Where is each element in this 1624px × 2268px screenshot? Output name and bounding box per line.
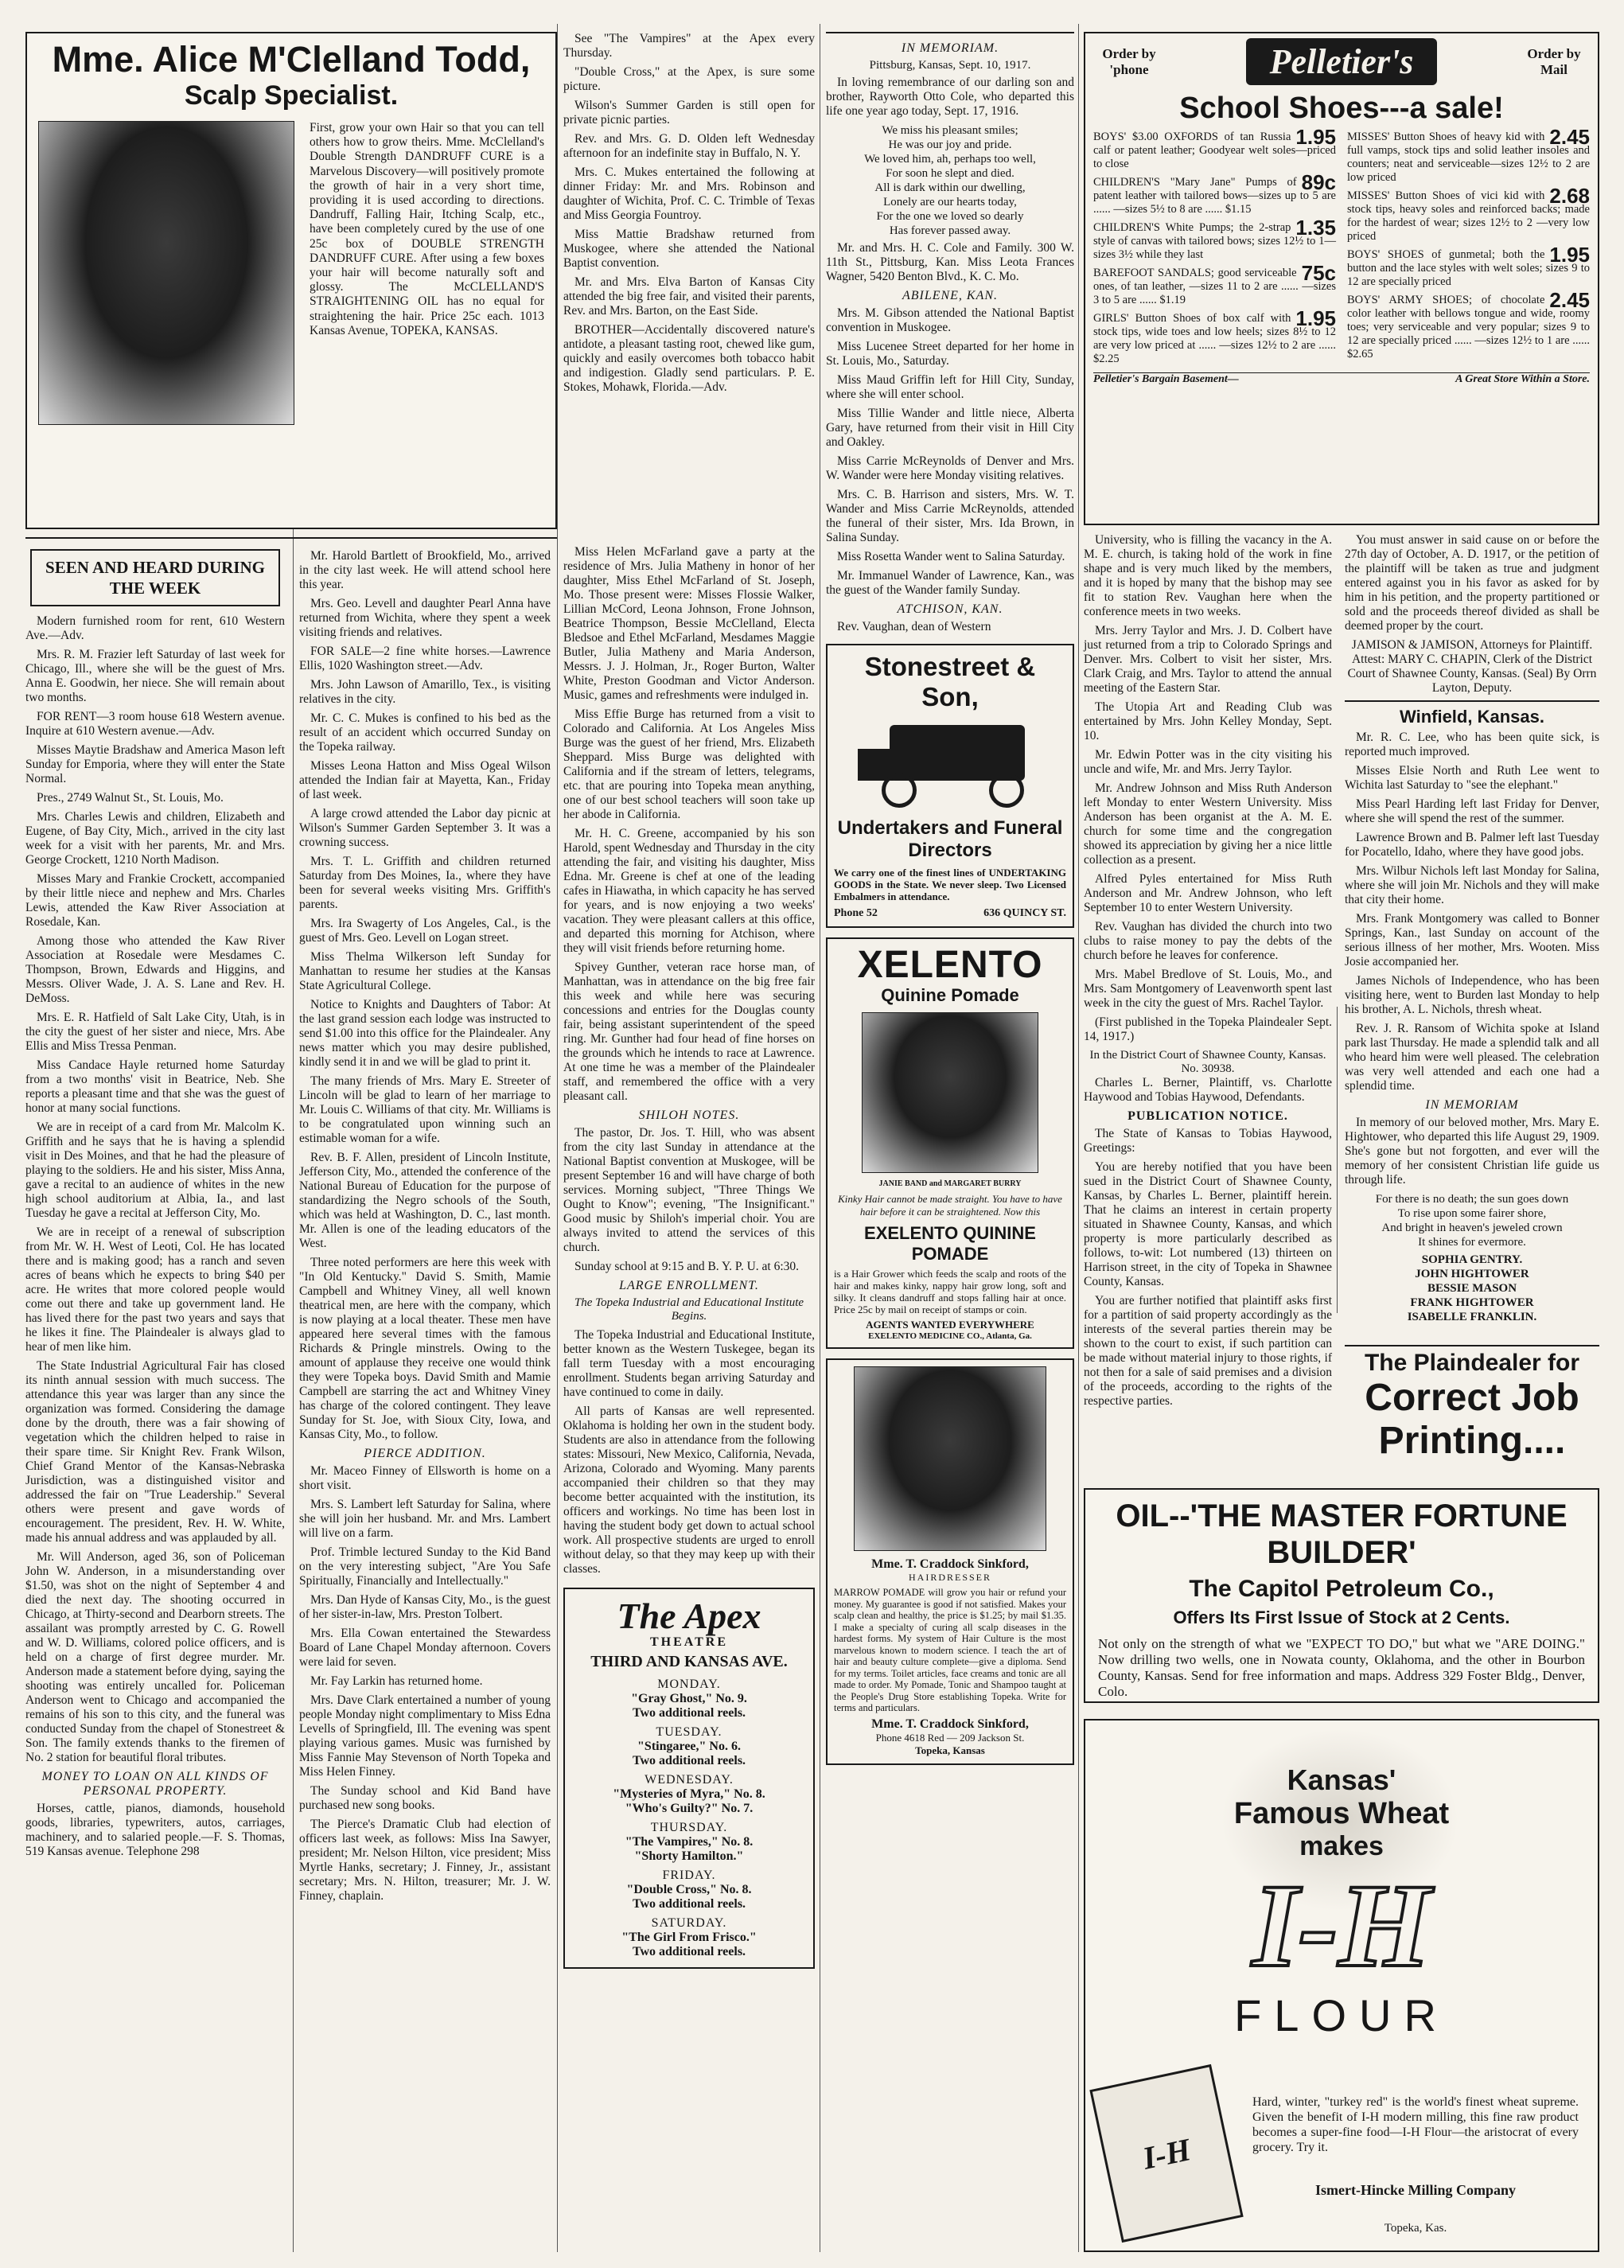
news-item: Mrs. S. Lambert left Saturday for Salina, where she will join her husband. Mr. and Mrs. Lambert will live on a farm.	[299, 1498, 551, 1540]
shoe-description: MISSES' Button Shoes of heavy kid with full vamps, stock tips and solid leather insoles and counters; neat and serviceable—sizes 12½ to 2 are low priced	[1347, 131, 1590, 184]
column-five-right	[1345, 533, 1599, 1337]
news-item: Mr. C. C. Mukes is confined to his bed as the result of an accident which occurred Sunday on the Topeka railway.	[299, 711, 551, 754]
sinkford-footer: Mme. T. Craddock Sinkford,	[871, 1717, 1029, 1731]
column-rule	[557, 24, 558, 2252]
sinkford-portrait	[854, 1366, 1046, 1551]
apex-address: THIRD AND KANSAS AVE.	[590, 1653, 788, 1670]
news-item: Modern furnished room for rent, 610 Western Ave.—Adv.	[25, 614, 285, 642]
legal-items	[1084, 1127, 1332, 1409]
news-item: Mr. Immanuel Wander of Lawrence, Kan., was the guest of the Wander family Sunday.	[826, 569, 1074, 597]
xelento-maker: EXELENTO MEDICINE CO., Atlanta, Ga.	[868, 1331, 1032, 1341]
news-item: Mr. Harold Bartlett of Brookfield, Mo., arrived in the city last week. He will attend school here this year.	[299, 549, 551, 591]
legal-continued	[1345, 533, 1599, 633]
news-item: Among those who attended the Kaw River Association at Rosedale were Mesdames C. Thompson, Brown, Edwards and Higgins, and Messrs. Oliver Wade, J. A. S. Lane and Rev. H. DeMoss.	[25, 934, 285, 1005]
news-item: Pres., 2749 Walnut St., St. Louis, Mo.	[37, 791, 224, 805]
news-item: Misses Elsie North and Ruth Lee went to Wichita last Saturday to "see the elephant."	[1345, 764, 1599, 792]
apex-feature: "Who's Guilty?" No. 7.	[625, 1802, 754, 1815]
memoriam-one-intro: In loving remembrance of our darling son and brother, Rayworth Otto Cole, who departed this life one year ago today, Sept. 17, 1916.	[826, 76, 1074, 118]
memoriam-one	[826, 32, 1074, 284]
pelletier-headline: School Shoes---a sale!	[1179, 92, 1504, 125]
news-item: Mr. Fay Larkin has returned home.	[310, 1674, 483, 1688]
news-item: Mrs. Wilbur Nichols left last Monday for Salina, where she will join Mr. Nichols and they will make that city their home.	[1345, 864, 1599, 906]
sinkford-name: Mme. T. Craddock Sinkford,	[871, 1557, 1029, 1571]
news-item: Mr. R. C. Lee, who has been quite sick, is reported much improved.	[1345, 731, 1599, 758]
news-item: Miss Thelma Wilkerson left Sunday for Manhattan to resume her studies at the Kansas State Agricultural College.	[299, 950, 551, 992]
news-item: Mrs. C. Mukes entertained the following at dinner Friday: Mr. and Mrs. Robinson and daughter of Wichita, Prof. C. C. Trimble of Texas and Miss Georgia Fountroy.	[563, 166, 815, 222]
memoriam-one-sign: Mr. and Mrs. H. C. Cole and Family. 300 W. 11th St., Pittsburg, Kan. Miss Leota Frances Wagner, 5420 Benton Blvd., K. C. Mo.	[826, 241, 1074, 283]
shoe-listing	[1347, 243, 1590, 289]
column-rule	[1078, 24, 1079, 2252]
abilene-heading: ABILENE, KAN.	[902, 289, 999, 302]
shoe-description: CHILDREN'S "Mary Jane" Pumps of patent leather with tailored bows—sizes up to 5 are ...... —sizes 5½ to 8 are ...... $1.15	[1093, 176, 1336, 216]
shoe-price: 1.95	[1295, 306, 1336, 330]
winfield-items	[1345, 731, 1599, 1093]
apex-feature: "Gray Ghost," No. 9.	[631, 1692, 747, 1705]
pelletier-foot-right: A Great Store Within a Store.	[1455, 373, 1590, 385]
news-item: The pastor, Dr. Jos. T. Hill, who was absent from the city last Sunday in attendance at the National Baptist convention at Muskogee, will be present September 16 and will have charge of both services. Morning subject, "Three Things We Ought to Know"; evening, "The Insignificant." Good music by Shiloh's imperial choir. You are always invited to attend the services of this church.	[563, 1126, 815, 1254]
todd-body: First, grow your own Hair so that you can tell others how to grow theirs. Mme. McClelland's Double Strength DANDRUFF CURE is a Marvelous Discovery—will positively promote the growth of hair in a very short time, providing it is used according to directions. Dandruff, Falling Hair, Itching Scalp, etc., have been completely cured by the use of one 25c box of DOUBLE STRENGTH DANDRUFF CURE. After using a few boxes your hair will become naturally soft and glossy. The McCLELLAND'S STRAIGHTENING OIL has no equal for straightening the hair. Price 25c each. 1013 Kansas Avenue, TOPEKA, KANSAS.	[310, 121, 544, 337]
news-item: The many friends of Mrs. Mary E. Streeter of Lincoln will be glad to learn of her marriage to Mr. Louis C. Williams of that city. Mr. Williams is to be congratulated upon winning such an estimable woman for a wife.	[299, 1074, 551, 1145]
shoe-description: BOYS' ARMY SHOES; of chocolate color leather with bellows tongue and wide, roomy toes; very serviceable and very popular; sizes 9 to 12 are specially priced ...... —sizes 12½ to 1 are ...... $2.65	[1347, 294, 1590, 360]
oil-title: OIL--'THE MASTER FORTUNE BUILDER'	[1116, 1498, 1568, 1570]
news-item: The Topeka Industrial and Educational Institute, better known as the Western Tuskegee, began its fall term Tuesday with a most encouraging enrollment. Students began arriving Saturday and have continued to come in daily.	[563, 1328, 815, 1399]
order-by-mail: Order by Mail	[1527, 45, 1581, 77]
sinkford-city: Topeka, Kansas	[915, 1744, 985, 1756]
news-item: "Double Cross," at the Apex, is sure some picture.	[563, 65, 815, 93]
column-four	[826, 32, 1074, 2252]
news-item: Mrs. R. M. Frazier left Saturday of last week for Chicago, Ill., where she will be the guest of Mrs. Anna E. Goodwin, her niece. She will remain about two months.	[25, 648, 285, 704]
shoe-price: 2.45	[1549, 125, 1590, 149]
news-item: Spivey Gunther, veteran race horse man, of Manhattan, was in attendance on the big free fair this week and while here was securing concessions and entries for the Douglas county fair, being assistant superintendent of the speed ring. Mr. Gunther had four head of fine horses on the grounds which he intends to race at Lawrence. At one time he was a member of the Plaindealer staff, and remembered the office with a very pleasant call.	[563, 961, 815, 1103]
atchison-heading: ATCHISON, KAN.	[897, 602, 1003, 616]
shoe-price: 1.95	[1549, 243, 1590, 267]
flour-word: FLOUR	[1234, 1990, 1449, 2040]
apex-feature: Two additional reels.	[632, 1897, 746, 1911]
news-item: Mrs. M. Gibson attended the National Baptist convention in Muskogee.	[826, 306, 1074, 334]
xelento-ad	[826, 937, 1074, 1349]
news-item: Miss Mattie Bradshaw returned from Muskogee, where she attended the National Baptist convention.	[563, 228, 815, 270]
news-item: Rev. B. F. Allen, president of Lincoln Institute, Jefferson City, Mo., attended the conference of the National Bureau of Education for the purpose of standardizing the Negro schools of the South, which was held at Washington, D. C., last month. Mr. Allen is one of the leading educators of the West.	[299, 1151, 551, 1250]
vaughan-items	[1084, 533, 1332, 1011]
shoe-listing	[1093, 306, 1336, 366]
news-item: Mrs. Ella Cowan entertained the Stewardess Board of Lane Chapel Monday afternoon. Covers were laid for seven.	[299, 1627, 551, 1669]
xelento-body: is a Hair Grower which feeds the scalp and roots of the hair and makes kinky, nappy hair grow long, soft and silky. It cleans dandruff and stops falling hair at once. Price 25c by mail on receipt of stamps or coin.	[834, 1268, 1066, 1315]
pierce-items	[299, 1464, 551, 1904]
news-item: Rev. and Mrs. G. D. Olden left Wednesday afternoon for an indefinite stay in Buffalo, N. Y.	[563, 132, 815, 160]
flour-line2: Famous Wheat	[1233, 1797, 1450, 1830]
memoriam-one-poem: We miss his pleasant smiles; He was our joy and pride. We loved him, ah, perhaps too well, For soon he slept and died. All is dark within our dwelling, Lonely are our hearts today, For the one we loved so dearly Has forever passed away.	[864, 124, 1036, 237]
news-item: Mr. H. C. Greene, accompanied by his son Harold, spent Wednesday and Thursday in the city attending the fair, and visiting his daughter, Miss Edna. Mr. Greene is chef at one of the leading cafes in Hiawatha, in which capacity he has served for years, and is now enjoying a two weeks' vacation. They were pleasant callers at this office, and departed this morning for Atchison, where they will visit friends before returning home.	[563, 827, 815, 955]
shoe-listing	[1347, 184, 1590, 244]
news-item: Miss Pearl Harding left last Friday for Denver, where she will spend the rest of the summer.	[1345, 797, 1599, 825]
news-item: Lawrence Brown and B. Palmer left last Tuesday for Pocatello, Idaho, where they have good jobs.	[1345, 831, 1599, 859]
column-rule	[293, 318, 294, 2252]
legal-paragraph: You must answer in said cause on or before the 27th day of October, A. D. 1917, or the petition of the plaintiff will be taken as true and judgment entered against you in his favor as asked for by him in his petition, and the property partitioned or sold and the proceeds thereof divided as shall be deemed proper by the court.	[1345, 533, 1599, 633]
stonestreet-sub: Undertakers and Funeral Directors	[837, 817, 1063, 861]
news-item: BROTHER—Accidentally discovered nature's antidote, a pleasant tasting root, chewed like gum, quickly and easily overcomes both tobacco habit and indigestion. Gladly send particulars. P. E. Stokes, Mohawk, Florida.—Adv.	[563, 323, 815, 394]
column-two-top	[563, 32, 815, 541]
plaindealer-line1: The Plaindealer for	[1364, 1350, 1580, 1376]
pelletier-right-list	[1347, 125, 1590, 371]
abilene-items	[826, 306, 1074, 598]
shoe-description: BOYS' $3.00 OXFORDS of tan Russia calf or patent leather; Goodyear welt soles—priced to close	[1093, 131, 1336, 170]
apex-feature: "The Vampires," No. 8.	[625, 1835, 754, 1849]
sinkford-phone: Phone 4618 Red — 209 Jackson St.	[875, 1731, 1025, 1744]
shiloh-items	[563, 1126, 815, 1274]
news-item: Miss Carrie McReynolds of Denver and Mrs. W. Wander were here Monday visiting relatives.	[826, 454, 1074, 482]
column-three	[563, 545, 815, 2252]
xelento-caption: JANIE BAND and MARGARET BURRY	[878, 1179, 1022, 1188]
local-items-continued	[563, 545, 815, 1104]
enrollment-heading: LARGE ENROLLMENT.	[619, 1279, 759, 1292]
news-item: Sunday school at 9:15 and B. Y. P. U. at 6:30.	[574, 1260, 800, 1273]
shoe-listing	[1093, 170, 1336, 216]
section-rule	[25, 537, 557, 539]
news-item: Mr. Will Anderson, aged 36, son of Policeman John W. Anderson, in a misunderstanding over $1.50, was shot on the night of September 4 and died the next day. The shooting occurred in Chicago, at Thirty-second and Dearborn streets. The assailant was promptly arrested by C. G. Rowell and W. D. Williams, colored police officers, and is held on a charge of first degree murder. Mr. Anderson made a statement before dying, saying the shooting was entirely uncalled for. Policeman Anderson went to Chicago and accompanied the remains of his son to this city, and the funeral was conducted Sunday from the chapel of Stonestreet & Son. The family extends thanks to the firemen of No. 2 station for beautiful floral tributes.	[25, 1550, 285, 1764]
news-item: Mrs. C. B. Harrison and sisters, Mrs. W. T. Wander and Miss Carrie McReynolds, attended the funeral of their sister, Mrs. Ida Brown, in Salina Sunday.	[826, 488, 1074, 544]
news-item: Mr. and Mrs. Elva Barton of Kansas City attended the big free fair, and visited their parents, Rev. and Mrs. Barton, on the East Side.	[563, 275, 815, 318]
shoe-listing	[1093, 125, 1336, 171]
news-item: Miss Effie Burge has returned from a visit to Colorado and California. At Los Angeles Miss Burge was the guest of her friend, Mrs. Elizabeth Sheppard. Miss Burge was delighted with California and if the stream of letters, telegrams, etc. that are pouring into Topeka mean anything, one of our best school teachers will soon take up her abode in California.	[563, 707, 815, 821]
flour-ad	[1084, 1719, 1599, 2252]
todd-portrait	[38, 121, 294, 425]
news-item: Mrs. Mabel Bredlove of St. Louis, Mo., and Mrs. Sam Montgomery of Leavenworth spent last week in the city the guest of Mrs. Rachel Taylor.	[1084, 968, 1332, 1010]
news-item: Mrs. Geo. Levell and daughter Pearl Anna have returned from Wichita, where they spent a week visiting friends and relatives.	[299, 597, 551, 639]
apex-feature: "Shorty Hamilton."	[634, 1849, 744, 1863]
apex-schedule	[573, 1678, 805, 1959]
news-item: Mrs. Jerry Taylor and Mrs. J. D. Colbert have just returned from a trip to Colorado Springs and Denver. Mrs. Colbert to visit her sister, Mrs. Clark Craig, and Mrs. Taylor to attend the annual meeting of the Eastern Star.	[1084, 624, 1332, 695]
flour-line3: makes	[1299, 1831, 1384, 1861]
pelletier-foot-left: Pelletier's Bargain Basement—	[1093, 373, 1239, 385]
oil-company: The Capitol Petroleum Co.,	[1189, 1576, 1494, 1602]
news-item: Misses Mary and Frankie Crockett, accompanied by their little niece and nephew and Mrs. Charles Lewis, attended the Kaw River Association at Rosedale, Kan.	[25, 872, 285, 929]
oil-ad	[1084, 1488, 1599, 1703]
shoe-description: BAREFOOT SANDALS; good serviceable ones, of tan leather, —sizes 11 to 2 are ...... —sizes 3 to 5 are ...... $1.19	[1093, 267, 1336, 306]
money-heading: MONEY TO LOAN ON ALL KINDS OF PERSONAL PROPERTY.	[41, 1770, 269, 1798]
pelletier-left-list	[1093, 125, 1336, 371]
news-item: Mr. Maceo Finney of Ellsworth is home on a short visit.	[299, 1464, 551, 1492]
news-item: FOR SALE—2 fine white horses.—Lawrence Ellis, 1020 Washington street.—Adv.	[299, 645, 551, 672]
news-item: Miss Rosetta Wander went to Salina Saturday.	[837, 550, 1065, 563]
legal-paragraph: The State of Kansas to Tobias Haywood, Greetings:	[1084, 1127, 1332, 1155]
local-items	[563, 32, 815, 395]
apex-feature: "Double Cross," No. 8.	[626, 1883, 752, 1896]
shoe-price: 2.45	[1549, 288, 1590, 312]
news-item: Misses Maytie Bradshaw and America Mason left Sunday for Emporia, where they will enter the State Normal.	[25, 743, 285, 785]
apex-day: WEDNESDAY.	[645, 1773, 734, 1787]
stonestreet-title: Stonestreet & Son,	[864, 652, 1036, 711]
sinkford-body: MARROW POMADE will grow you hair or refund your money. My guarantee is good if not satisfied. Makes your scalp clean and healthy, the price is $1.25; by mail $1.35. I make a specialty of curing all scalp diseases in the hardest forms. My system of Hair Culture is the most marvelous known to modern science. I teach the art of hair and beauty culture complete—give a diploma. Send for my terms. Toilet articles, face creams and tonic are all made to order. My Pomade, Tonic and Shampoo taught at the People's Drug Store establishing Topeka. Write for terms and particulars.	[834, 1587, 1066, 1713]
apex-feature: Two additional reels.	[632, 1706, 746, 1720]
legal-heading: PUBLICATION NOTICE.	[1127, 1109, 1288, 1123]
news-item: Mrs. Dan Hyde of Kansas City, Mo., is the guest of her sister-in-law, Mrs. Preston Tolbert.	[299, 1593, 551, 1621]
atchison-items	[826, 620, 1074, 634]
hearse-illustration	[850, 717, 1050, 813]
sinkford-ad	[826, 1358, 1074, 1765]
todd-title: Mme. Alice M'Clelland Todd,	[52, 39, 531, 80]
shoe-listing	[1093, 216, 1336, 262]
column-rule	[1337, 1007, 1338, 1313]
apex-feature: "Stingaree," No. 6.	[637, 1740, 741, 1753]
memoriam-one-place: Pittsburg, Kansas, Sept. 10, 1917.	[869, 59, 1031, 72]
xelento-brand: EXELENTO QUININE POMADE	[864, 1223, 1036, 1264]
sinkford-role: HAIRDRESSER	[908, 1572, 991, 1583]
flour-sack	[1089, 2064, 1243, 2243]
shoe-description: CHILDREN'S White Pumps; the 2-strap style of canvas with tailored bows; sizes 12½ to 1—sizes 3½ while they last	[1093, 221, 1336, 261]
flour-city: Topeka, Kas.	[1384, 2222, 1447, 2235]
plaindealer-line3: Printing....	[1378, 1420, 1566, 1462]
xelento-lead: Kinky Hair cannot be made straight. You have to have hair before it can be straightened. Now this	[838, 1193, 1062, 1218]
news-item: Miss Tillie Wander and little niece, Alberta Gary, have returned from their visit in Hill City and Oakley.	[826, 407, 1074, 449]
bartlett-items	[299, 549, 551, 1442]
stonestreet-address: 636 QUINCY ST.	[983, 907, 1066, 919]
stonestreet-body: We carry one of the finest lines of UNDERTAKING GOODS in the State. We never sleep. Two Licensed Embalmers in attendance.	[834, 867, 1066, 902]
shoe-price: 2.68	[1549, 184, 1590, 208]
news-item: Mrs. John Lawson of Amarillo, Tex., is visiting relatives in the city.	[299, 678, 551, 706]
apex-feature: "The Girl From Frisco."	[621, 1931, 757, 1944]
todd-ad	[25, 32, 557, 529]
oil-body: Not only on the strength of what we "EXPECT TO DO," but what we "ARE DOING." Now drilling two wells, one in Nowata county, Oklahoma, and the other in Bourbon County, Kansas. Send for free information and maps. Address 329 Foster Bldg., Denver, Colo.	[1098, 1636, 1585, 1699]
news-item: The Pierce's Dramatic Club had election of officers last week, as follows: Miss Ina Sawyer, president; Mr. Nelson Hilton, vice president; Miss Myrtle Hanks, secretary; J. Finney, Jr., assistant secretary; Mrs. N. Hilton, treasurer; Mr. J. W. Finney, chaplain.	[299, 1818, 551, 1903]
stonestreet-phone: Phone 52	[834, 907, 878, 919]
flour-company: Ismert-Hincke Milling Company	[1315, 2182, 1516, 2198]
memoriam-two-sign: SOPHIA GENTRY. JOHN HIGHTOWER BESSIE MASON FRANK HIGHTOWER ISABELLE FRANKLIN.	[1407, 1253, 1537, 1323]
news-item: Prof. Trimble lectured Sunday to the Kid Band on the very interesting subject, "Are You Safe Spiritually, Financially and Intellectually."	[299, 1545, 551, 1588]
news-item: The Sunday school and Kid Band have purchased new song books.	[299, 1784, 551, 1812]
news-item: The State Industrial Agricultural Fair has closed its ninth annual session with much success. The attendance this year was larger than any since the organization was formed. Considering the damage done by the drouth, there was a fair showing of vegetation which the children helped to raise in their spare time. Sir Knight Rev. Frank Wilson, Chief Grand Mentor of the Kansas-Nebraska Jurisdiction, was a distinguished visitor and addressed the fair on "True Leadership." Several others were present and gave words of encouragement. The president, Rev. H. W. White, made his annual address and was applauded by all.	[25, 1359, 285, 1545]
news-item: Mrs. T. L. Griffith and children returned Saturday from Des Moines, Ia., where they have been for several weeks visiting Mrs. Griffith's parents.	[299, 855, 551, 911]
apex-theatre: THEATRE	[649, 1635, 729, 1649]
apex-day: SATURDAY.	[651, 1916, 727, 1930]
stonestreet-ad	[826, 644, 1074, 928]
shoe-listing	[1347, 288, 1590, 361]
legal-court: In the District Court of Shawnee County, Kansas.	[1089, 1049, 1326, 1062]
legal-sign: JAMISON & JAMISON, Attorneys for Plaintiff. Attest: MARY C. CHAPIN, Clerk of the District Court of Shawnee County, Kansas. (Seal) By Orrn Layton, Deputy.	[1347, 638, 1597, 695]
seen-heard-column	[25, 549, 285, 2252]
shoe-price: 1.95	[1295, 125, 1336, 149]
shoe-price: 1.35	[1295, 216, 1336, 240]
legal-no: No. 30938.	[1181, 1062, 1235, 1075]
legal-paragraph: You are hereby notified that you have been sued in the District Court of Shawnee County, Kansas, by Charles L. Berner, plaintiff herein. That he claims an interest in certain property situated in Shawnee County, Kansas, and which property is more particularly described as follows, to-wit: Lot numbered (13) thirteen on Harrison street, in the city of Topeka in Shawnee County, Kansas.	[1084, 1160, 1332, 1288]
apex-logo: The Apex	[617, 1596, 761, 1636]
pelletier-logo: Pelletier's	[1246, 38, 1438, 85]
flour-body: Hard, winter, "turkey red" is the world's finest wheat supreme. Given the benefit of I-H modern milling, this fine raw product becomes a super-fine food—I-H Flour—the aristocrat of every grocery. Try it.	[1252, 2095, 1579, 2154]
news-item: We are in receipt of a renewal of subscription from Mr. W. H. West of Leoti, Col. He has located there and is making good; has a ranch and seven acres of beans which he expects to bring $40 per acre. He writes that more colored people would come out there and take up government land. He has lived there for the past two years and says that he likes it fine. The Plaindealer is always glad to hear of men like him.	[25, 1226, 285, 1354]
apex-day: FRIDAY.	[662, 1869, 716, 1882]
news-item: Miss Maud Griffin left for Hill City, Sunday, where she will enter school.	[826, 373, 1074, 401]
news-item: The Utopia Art and Reading Club was entertained by Mrs. John Kelley Monday, Sept. 10.	[1084, 700, 1332, 742]
news-item: Wilson's Summer Garden is still open for private picnic parties.	[563, 99, 815, 127]
pierce-heading: PIERCE ADDITION.	[364, 1447, 486, 1460]
apex-feature: Two additional reels.	[632, 1945, 746, 1958]
apex-day: TUESDAY.	[656, 1725, 722, 1739]
memoriam-one-heading: IN MEMORIAM.	[901, 41, 999, 55]
xelento-agents: AGENTS WANTED EVERYWHERE	[866, 1319, 1034, 1331]
news-item: Alfred Pyles entertained for Miss Ruth Anderson and Mr. Andrew Johnson, who left September 10 to enter Western University.	[1084, 872, 1332, 914]
apex-feature: Two additional reels.	[632, 1754, 746, 1767]
news-item: See "The Vampires" at the Apex every Thursday.	[563, 32, 815, 60]
news-item: We are in receipt of a card from Mr. Malcolm K. Griffith and he says that he is having a splendid visit in Des Moines, and that he had the pleasure of playing to the soldiers. He and his sister, Miss Anna, gave a recital to an audience of whites in the new high school auditorium at Albia, Ia., and last Tuesday he gave a recital at Jefferson City, Mo.	[25, 1120, 285, 1220]
news-item: Rev. Vaughan, dean of Western	[837, 620, 991, 633]
shoe-description: BOYS' SHOES of gunmetal; both the button and the lace styles with welt soles; sizes 9 to 12 are specially priced	[1347, 248, 1590, 288]
news-item: Notice to Knights and Daughters of Tabor: At the last grand session each lodge was instructed to send $1.00 into this office for the Plaindealer. Any news matter which you may desire published, kindly send it in and we will be glad to print it.	[299, 998, 551, 1069]
todd-subtitle: Scalp Specialist.	[184, 80, 399, 111]
news-item: Mr. Edwin Potter was in the city visiting his uncle and wife, Mr. and Mrs. Jerry Taylor.	[1084, 748, 1332, 776]
news-item: Mrs. E. R. Hatfield of Salt Lake City, Utah, is in the city the guest of her sister and niece, Mrs. Abe Ellis and Miss Tressa Penman.	[25, 1011, 285, 1053]
news-item: James Nichols of Independence, who has been visiting here, went to Burden last Monday to help his brother, A. L. Nichols, thresh wheat.	[1345, 974, 1599, 1016]
order-by-phone: Order by 'phone	[1102, 45, 1156, 77]
shoe-price: 75c	[1301, 261, 1336, 285]
shiloh-heading: SHILOH NOTES.	[638, 1109, 740, 1122]
news-item: Mrs. Dave Clark entertained a number of young people Monday night complimentary to Miss Edna Levells of Springfield, Ill. The evening was spent playing various games. Music was furnished by Miss Fannie May Stevenson of North Topeka and Miss Helen Finney.	[299, 1693, 551, 1779]
news-item: Miss Candace Hayle returned home Saturday from a two months' visit in Beatrice, Neb. She reports a pleasant time and that she was the guest of honor at many social functions.	[25, 1058, 285, 1115]
seen-heard-heading: SEEN AND HEARD DURING THE WEEK	[30, 549, 280, 606]
shoe-price: 89c	[1301, 170, 1336, 194]
news-item: All parts of Kansas are well represented. Oklahoma is holding her own in the student body. Students are also in attendance from the following states: Missouri, New Mexico, California, Nevada, Arizona, Colorado and Wyoming. Many parents accompanied their children so that they may become better acquainted with the institution, its officers and workings. No time has been lost in having the student body get down to actual school work. All prospective students are urged to enroll without delay, so that they may keep up with their classes.	[563, 1405, 815, 1576]
xelento-portrait	[862, 1012, 1038, 1173]
news-item: Rev. Vaughan has divided the church into two clubs to raise money to pay the debts of the church before he leaves for conference.	[1084, 920, 1332, 962]
flour-brand: I-H	[1252, 1860, 1431, 1992]
memoriam-two-poem: For there is no death; the sun goes down To rise upon some fairer shore, And bright in heaven's jeweled crown It shines for evermore.	[1375, 1193, 1569, 1249]
news-item: Miss Helen McFarland gave a party at the residence of Mrs. Julia Matheny in honor of her daughter, Miss Ethel McFarland of St. Joseph, Mo. Those present were: Misses Flossie Walker, Lillian McCord, Leona Johnson, Frone Johnson, Beatrice Thompson, Bessie McClelland, Electa Bledsoe and Ethel McFarland, Mesdames Maggie Butler, Julia Matheny and Maria Anderson, Messrs. J. J. Holman, Jr., Roger Burton, Walter White, Preston Goodman and Victor Anderson. Music, games and refreshments were indulged in.	[563, 545, 815, 702]
memoriam-two-intro: In memory of our beloved mother, Mrs. Mary E. Hightower, who departed this life August 29, 1909. She's gone but not forgotten, and ever will the memory of her consistent Christian life guide us through life.	[1345, 1116, 1599, 1187]
news-item: Mrs. Charles Lewis and children, Elizabeth and Eugene, of Bay City, Mich., arrived in the city last week for a visit with her parents, Mr. and Mrs. George Crockett, 1210 North Madison.	[25, 810, 285, 867]
shoe-description: GIRLS' Button Shoes of box calf with stock tips, wide toes and low heels; sizes 8½ to 12 are very low priced at ...... —sizes 12½ to 2 are ...... $2.25	[1093, 312, 1336, 365]
news-item: University, who is filling the vacancy in the A. M. E. church, is taking hold of the work in fine shape and is very much liked by the members, and it is hoped by many that the bishop may see fit to station Rev. Vaughan here when the conference meets in two weeks.	[1084, 533, 1332, 618]
news-item: Misses Leona Hatton and Miss Ogeal Wilson attended the Indian fair at Mayetta, Kan., Friday of last week.	[299, 759, 551, 801]
enrollment-items	[563, 1328, 815, 1576]
shoe-listing	[1347, 125, 1590, 185]
apex-day: THURSDAY.	[650, 1821, 728, 1834]
news-item: FOR RENT—3 room house 618 Western avenue. Inquire at 610 Western avenue.—Adv.	[25, 710, 285, 738]
winfield-heading: Winfield, Kansas.	[1400, 707, 1544, 727]
news-item: Mrs. Ira Swagerty of Los Angeles, Cal., is the guest of Mrs. Geo. Levell on Logan street.	[299, 917, 551, 945]
pelletier-ad	[1084, 32, 1599, 525]
column-two-lower	[299, 549, 551, 2252]
apex-day: MONDAY.	[657, 1678, 721, 1691]
shoe-description: MISSES' Button Shoes of vici kid with stock tips, heavy soles and reinforced backs; made for the hardest of wear; sizes 12½ to 2 —very low priced	[1347, 189, 1590, 243]
oil-offer: Offers Its First Issue of Stock at 2 Cents.	[1173, 1607, 1510, 1627]
news-item: Rev. J. R. Ransom of Wichita spoke at Island park last Thursday. He made a splendid talk and all who heard him were well pleased. The celebration was very well attended and each one had a splendid time.	[1345, 1022, 1599, 1093]
flour-line1: Kansas'	[1287, 1763, 1396, 1796]
plaindealer-line2: Correct Job	[1365, 1377, 1579, 1419]
flour-sack-label: I-H	[1139, 2130, 1194, 2176]
news-item: A large crowd attended the Labor day picnic at Wilson's Summer Garden September 3. It was a crowning success.	[299, 807, 551, 849]
apex-ad	[563, 1588, 815, 1969]
shoe-listing	[1093, 261, 1336, 307]
news-item: Mrs. Frank Montgomery was called to Bonner Springs, Kan., last Sunday on account of the serious illness of her mother, Mrs. Wooten. Miss Josie accompanied her.	[1345, 912, 1599, 968]
news-item: Miss Lucenee Street departed for her home in St. Louis, Mo., Saturday.	[826, 340, 1074, 368]
enrollment-sub: The Topeka Industrial and Educational Institute Begins.	[574, 1296, 804, 1323]
xelento-sub: Quinine Pomade	[881, 985, 1019, 1005]
xelento-title: XELENTO	[857, 944, 1043, 986]
seen-heard-items	[25, 614, 285, 1765]
legal-paragraph: You are further notified that plaintiff asks first for a partition of said property accordingly as the interests of the several parties therein may be shown to the court to exist, if such partition can be made without material injury to those rights, if not then for a sale of said premises and a division of the proceeds, according to the rights of the respective parties.	[1084, 1294, 1332, 1408]
news-item: Three noted performers are here this week with "In Old Kentucky." David S. Smith, Mamie Campbell and Whitney Viney, all well known theatrical men, are here with the company, which is now playing at a local theater. These men have appeared here several times with the famous Richards & Pringle minstrels. Owing to the amount of applause they receive one would think they were Topeka boys. David Smith and Mamie Campbell are starring the act and Whitney Viney has charge of the colored contingent. They leave Sunday for St. Joe, with Sioux City, Iowa, and Kansas City, Mo., to follow.	[299, 1256, 551, 1441]
news-item: Mr. Andrew Johnson and Miss Ruth Anderson left Monday to enter Western University. Miss Anderson has been organist at the A. M. E. church for some time and the congregation showed its appreciation by giving her a nice little collection as a present.	[1084, 781, 1332, 867]
money-body: Horses, cattle, pianos, diamonds, household goods, libraries, typewriters, autos, carriages, machinery, and to salaried people.—F. S. Thomas, 519 Kansas avenue. Telephone 298	[25, 1802, 285, 1858]
memoriam-two-heading: IN MEMORIAM	[1425, 1098, 1519, 1112]
legal-pub: (First published in the Topeka Plaindealer Sept. 14, 1917.)	[1084, 1015, 1332, 1043]
legal-parties: Charles L. Berner, Plaintiff, vs. Charlotte Haywood and Tobias Haywood, Defendants.	[1084, 1076, 1332, 1104]
plaindealer-ad	[1345, 1345, 1599, 1462]
apex-feature: "Mysteries of Myra," No. 8.	[613, 1787, 765, 1801]
column-five-left	[1084, 533, 1332, 1408]
